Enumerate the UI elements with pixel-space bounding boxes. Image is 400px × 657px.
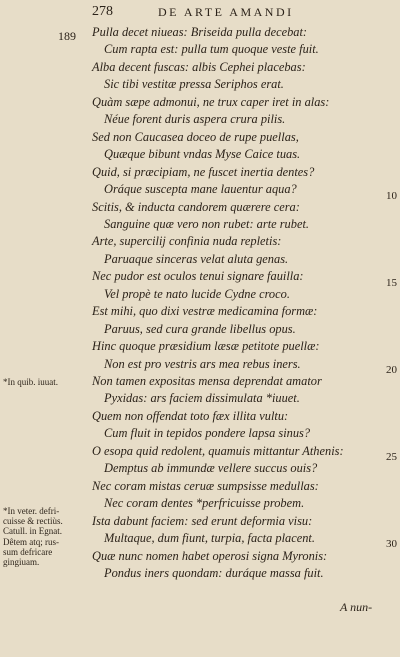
verse-line-indented: Vel propè te nato lucide Cydne croco.: [104, 286, 290, 301]
verse-line-indented: Néue forent duris aspera crura pilis.: [104, 112, 286, 127]
verse-line-indented: Cum fluit in tepidos pondere lapsa sinus?: [104, 426, 311, 441]
verse-line: Non tamen expositas mensa deprendat amator: [92, 374, 322, 388]
verse-line: Sed non Caucasea doceo de rupe puellas,: [92, 129, 299, 144]
page-number: 278: [92, 4, 113, 19]
note-line: Catull. in Egnat.: [3, 526, 62, 537]
page-header: [0, 2, 400, 20]
verse-line: Alba decent fuscas: albis Cephei placebas:: [92, 59, 306, 74]
verse-line-indented: Nec coram dentes *perfricuisse probem.: [104, 496, 305, 511]
verse-line-indented: Demptus ab immundæ vellere succus ouis?: [104, 461, 318, 476]
running-head: DE ARTE AMANDI: [158, 5, 294, 19]
verse-line: Nec pudor est oculos tenui signare fauilla:: [92, 269, 304, 284]
note-line: *In veter. defri-: [3, 506, 60, 516]
verse-line-indented: Pyxidas: ars faciem dissimulata *iuuet.: [104, 391, 300, 406]
verse-line: Hinc quoque præsidium læsæ petitote puellæ:: [92, 339, 320, 354]
verse-line-indented: Sic tibi vestitæ pressa Seriphos erat.: [104, 77, 284, 92]
line-start-number: 189: [58, 29, 76, 43]
verse-line-indented: Multaque, dum fiunt, turpia, facta placent.: [104, 531, 315, 546]
note-line: gingiuam.: [3, 557, 40, 568]
verse-line-indented: Pondus iners quondam: duráque massa fuit.: [104, 565, 324, 580]
verse-line: Scitis, & inducta candorem quærere cera:: [92, 199, 300, 214]
line-number-25: 25: [386, 451, 397, 463]
line-number-30: 30: [386, 538, 397, 550]
line-number-20: 20: [386, 364, 397, 376]
verse-line: Arte, supercilij confinia nuda repletis:: [92, 234, 282, 249]
note-line: cuisse & rectiùs.: [3, 516, 63, 527]
verse-line-indented: Paruaque sinceras velat aluta genas.: [104, 251, 289, 266]
line-number-15: 15: [386, 277, 397, 289]
verse-line-indented: Oráque suscepta mane lauentur aqua?: [104, 182, 297, 197]
catchword: A nun-: [340, 600, 373, 614]
verse-line-indented: Cum rapta est: pulla tum quoque veste fuit.: [104, 42, 319, 57]
note-line: sum defricare: [3, 546, 53, 557]
verse-line: Quæ nunc nomen habet operosi signa Myronis:: [92, 548, 328, 563]
line-number-10: 10: [386, 190, 397, 202]
verse-line: Est mihi, quo dixi vestræ medicamina formæ:: [92, 304, 318, 319]
verse-line: Ista dabunt faciem: sed erunt deformia visu:: [92, 513, 313, 528]
verse-line: Pulla decet niueas: Briseida pulla decebat:: [92, 25, 308, 39]
verse-line: O esopa quid redolent, quamuis mittantur Athenis:: [92, 443, 344, 458]
marginal-note-iuuat: *In quib. iuuat.: [3, 377, 58, 387]
verse-line: Quem non offendat toto fæx illita vultu:: [92, 408, 289, 423]
verse-line: Quàm sæpe admonui, ne trux caper iret in alas:: [92, 94, 330, 109]
verse-line-indented: Sanguine quæ vero non rubet: arte rubet.: [104, 216, 309, 231]
verse-line-indented: Paruus, sed cura grande libellus opus.: [104, 321, 296, 336]
verse-line: Quid, si præcipiam, ne fuscet inertia dentes?: [92, 164, 315, 179]
verse-line-indented: Quæque bibunt vndas Myse Caice tuas.: [104, 147, 301, 162]
note-line: Dêtem atq; rus-: [3, 536, 59, 547]
marginal-note-defricuisse: [3, 506, 63, 567]
verse-line: Nec coram mistas ceruæ sumpsisse medullas:: [92, 478, 319, 493]
verse-line-indented: Non est pro vestris ars mea rebus iners.: [104, 356, 301, 371]
